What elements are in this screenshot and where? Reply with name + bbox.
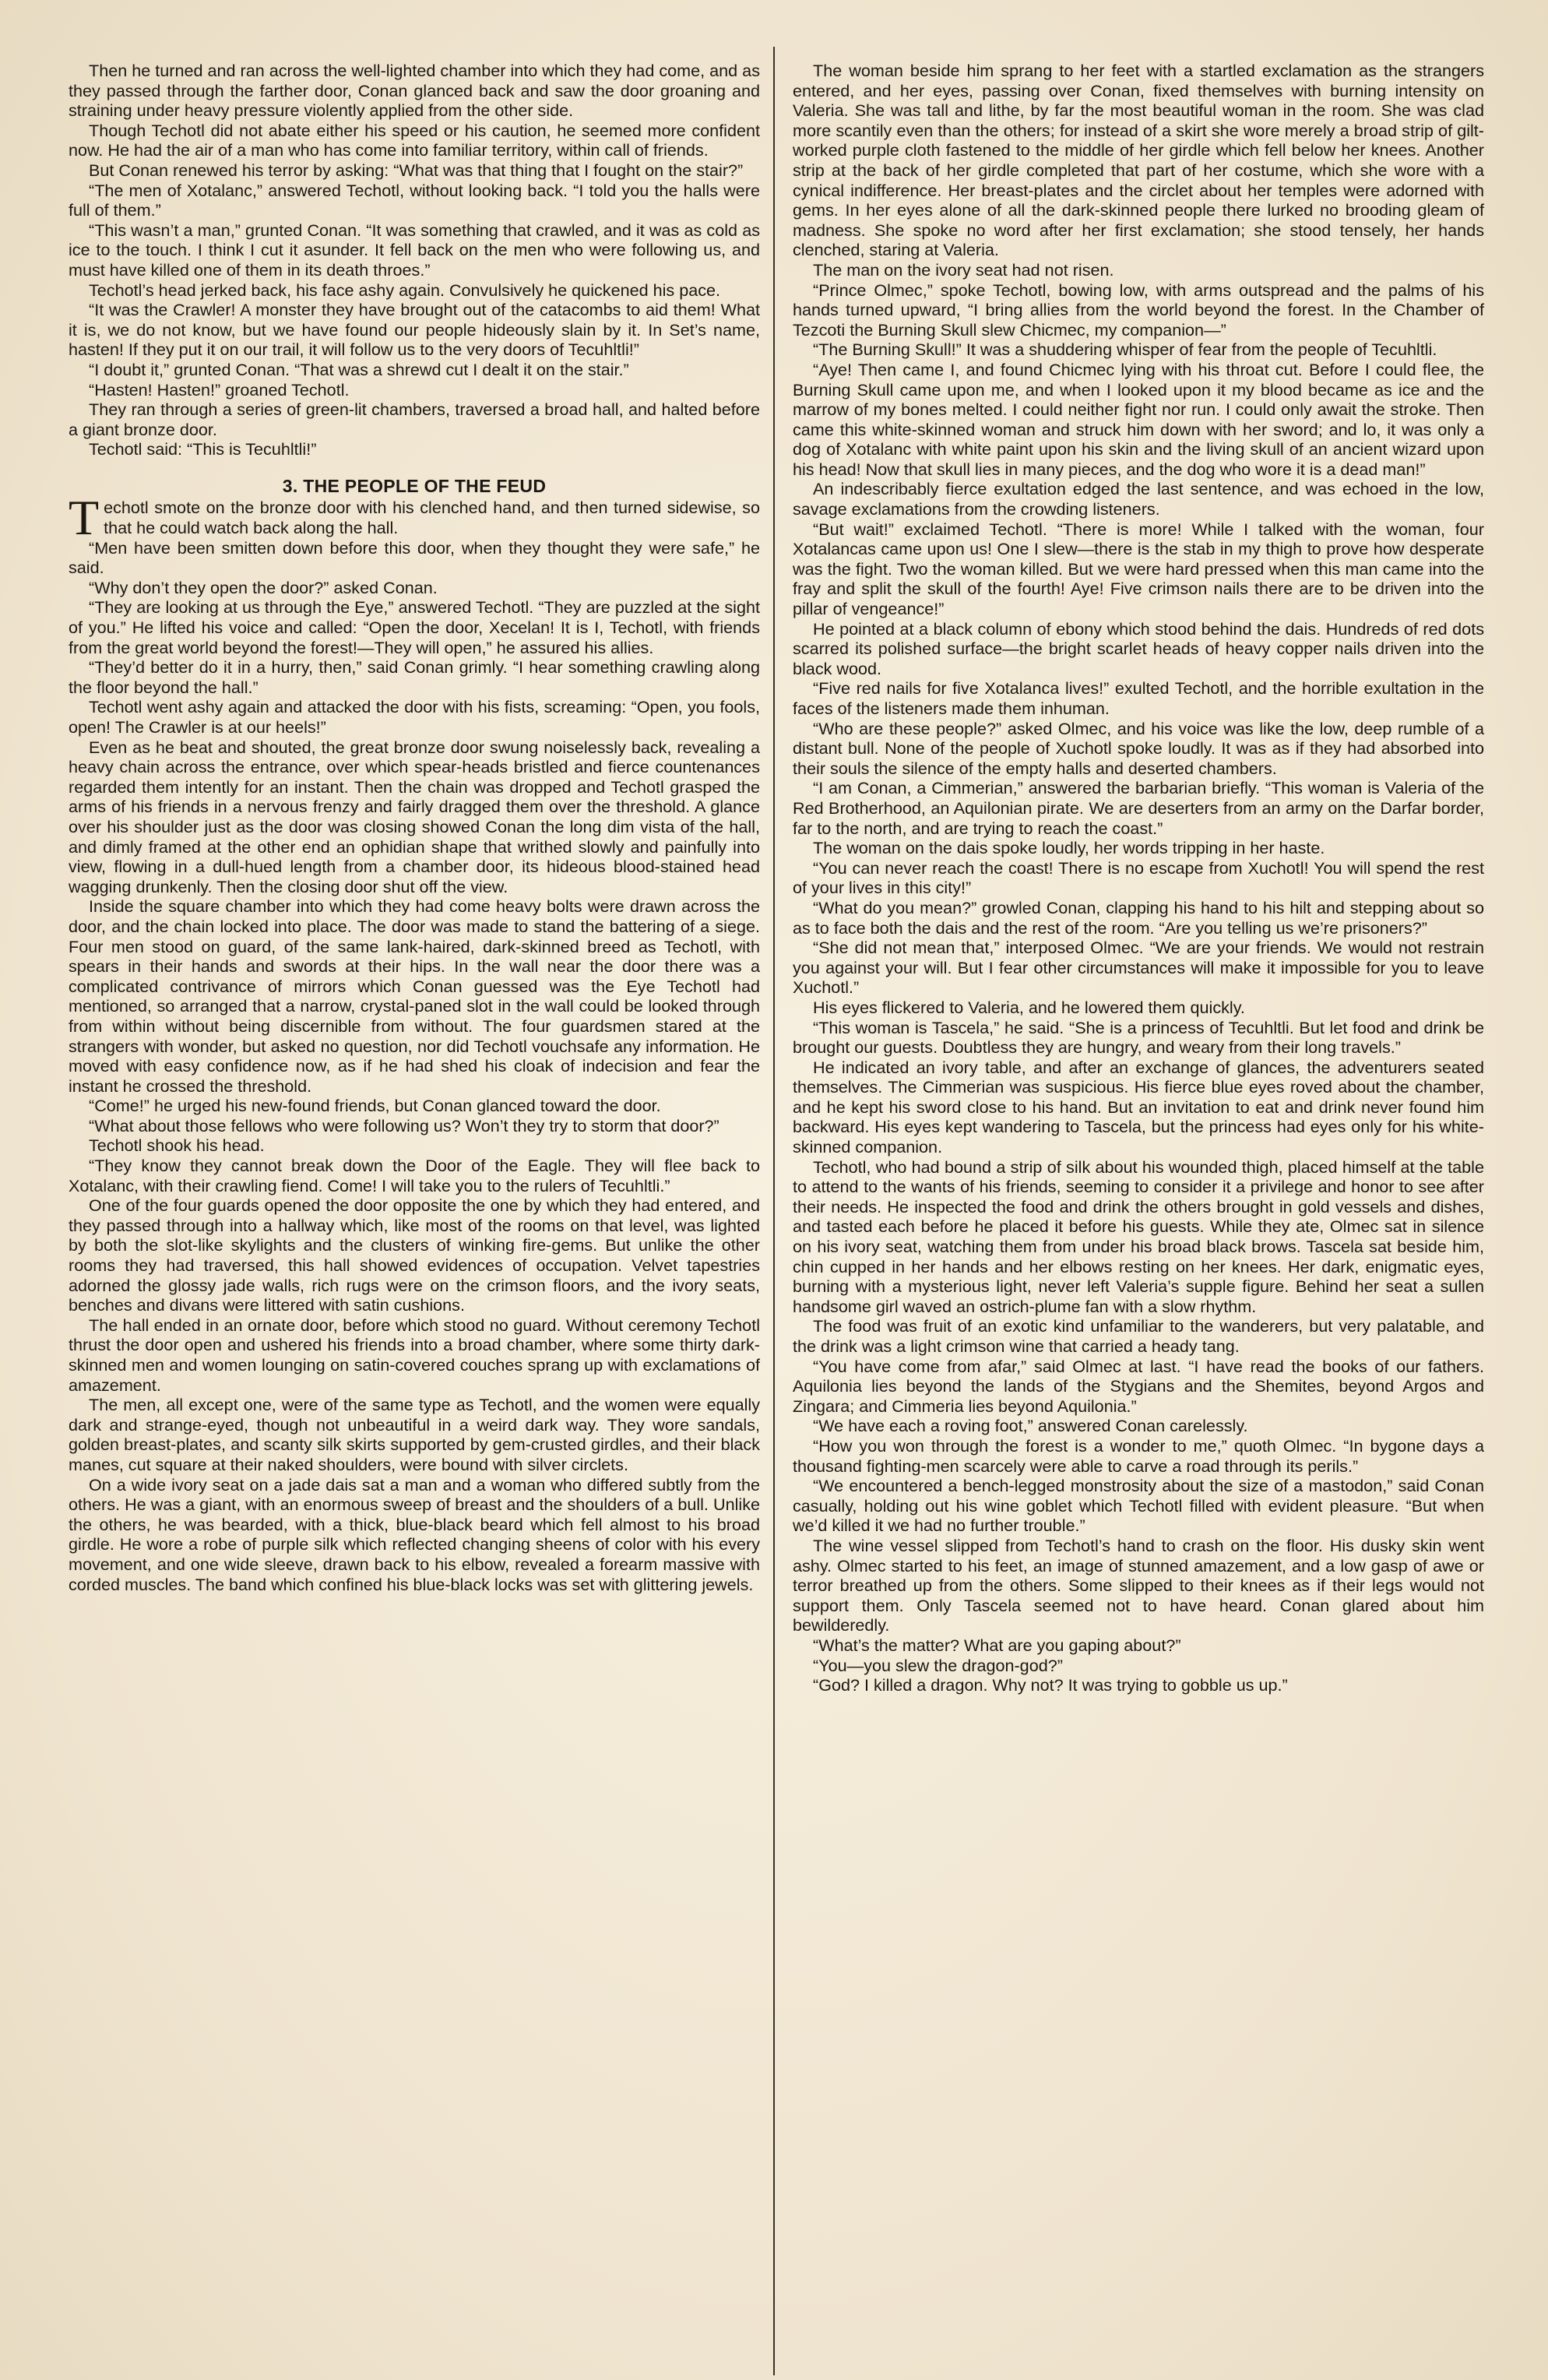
paragraph: The woman beside him sprang to her feet with a startled exclamation as the strangers entered, and her eyes, passing over Conan, fixed themselves with burning intensity on Valeria. She was tall and lithe, by far the most beautiful woman in the room. She was clad more scantily even than the others; for instead of a skirt she wore merely a broad strip of gilt-worked purple cloth fastened to the middle of her girdle which fell below her knees. Another strip at the back of her girdle completed that part of her costume, which she wore with a cynical indifference. Her breast-plates and the circlet about her temples were adorned with gems. In her eyes alone of all the dark-skinned people there lurked no brooding gleam of madness. She spoke no word after her first exclamation; she stood tensely, her hands clenched, staring at Valeria.	[793, 61, 1484, 260]
paragraph: “What about those fellows who were following us? Won’t they try to storm that door?”	[89, 1115, 719, 1135]
paragraph: “They know they cannot break down the Door of the Eagle. They will flee back to Xotalanc, with their crawling fiend. Come! I will take you to the rulers of Tecuhltli.”	[69, 1156, 760, 1195]
left-paragraphs-after	[69, 538, 760, 1594]
drop-cap: T	[69, 490, 100, 546]
paragraph: “Who are these people?” asked Olmec, and his voice was like the low, deep rumble of a distant bull. None of the people of Xuchotl spoke loudly. It was as if they had absorbed into their souls the silence of the empty halls and deserted chambers.	[793, 718, 1484, 778]
paragraph: “This woman is Tascela,” he said. “She is a princess of Tecuhltli. But let food and drink be brought our guests. Doubtless they are hungry, and weary from their long travels.”	[793, 1017, 1484, 1058]
paragraph: He indicated an ivory table, and after an exchange of glances, the adventurers seated themselves. The Cimmerian was suspicious. His fierce blue eyes roved about the chamber, and he kept his sword close to his hand. But an invitation to eat and drink never found him backward. His eyes kept wandering to Tascela, but the princess had eyes only for his white-skinned companion.	[793, 1057, 1484, 1157]
paragraph: The wine vessel slipped from Techotl’s hand to crash on the floor. His dusky skin went ashy. Olmec started to his feet, an image of stunned amazement, and a low gasp of awe or terror breathed up from the others. Some slipped to their knees as if their legs would not support them. Only Tascela seemed not to have heard. Conan glared about him bewilderedly.	[793, 1535, 1484, 1635]
paragraph: “Aye! Then came I, and found Chicmec lying with his throat cut. Before I could flee, the Burning Skull came upon me, and when I looked upon it my blood became as ice and the marrow of my bones melted. I could neither fight nor run. I could only await the stroke. Then came this white-skinned woman and struck him down with her sword; and lo, it was only a dog of Xotalanc with white paint upon his skin and the living skull of an ancient wizard upon his head! Now that skull lies in many pieces, and the dog who wore it is a dead man!”	[793, 359, 1484, 479]
right-paragraphs	[793, 61, 1484, 1695]
paragraph: His eyes flickered to Valeria, and he lowered them quickly.	[813, 997, 1245, 1017]
paragraph: One of the four guards opened the door opposite the one by which they had entered, and they passed through into a hallway which, like most of the rooms on that level, was lighted by both the slot-like skylights and the clusters of winking fire-gems. But unlike the other rooms they had traversed, this hall showed evidences of occupation. Velvet tapestries adorned the glossy jade walls, rich rugs were on the crimson floors, and the ivory seats, benches and divans were littered with satin cushions.	[69, 1195, 760, 1315]
paragraph: “You can never reach the coast! There is no escape from Xuchotl! You will spend the rest of your lives in this city!”	[793, 857, 1484, 898]
paragraph: Techotl said: “This is Tecuhltli!”	[89, 439, 317, 459]
paragraph: “It was the Crawler! A monster they have brought out of the catacombs to aid them! What it is, we do not know, but we have found our people hideously slain by it. In Set’s name, hasten! If they put it on our trail, it will follow us to the very doors of Tecuhltli!”	[69, 300, 760, 360]
paragraph: “But wait!” exclaimed Techotl. “There is more! While I talked with the woman, four Xotalancas came upon us! One I slew—there is the stab in my thigh to prove how desperate was the fight. Two the woman killed. But we were hard pressed when this man came into the fray and split the skull of the fourth! Aye! Five crimson nails there are to be driven into the pillar of vengeance!”	[793, 519, 1484, 619]
chapter-first-paragraph	[69, 490, 760, 546]
paragraph: “We encountered a bench-legged monstrosity about the size of a mastodon,” said Conan casually, holding out his wine goblet which Techotl filled with evident pleasure. “But when we’d killed it we had no further trouble.”	[793, 1476, 1484, 1536]
paragraph: On a wide ivory seat on a jade dais sat a man and a woman who differed subtly from the others. He was a giant, with an enormous sweep of breast and the shoulders of a bull. Unlike the others, he was bearded, with a thick, blue-black beard which fell almost to his broad girdle. He wore a robe of purple silk which reflected changing sheens of color with his every movement, and one wide sleeve, drawn back to his elbow, revealed a forearm massive with corded muscles. The band which confined his blue-black locks was set with glittering jewels.	[69, 1474, 760, 1594]
paragraph: But Conan renewed his terror by asking: “What was that thing that I fought on the stair?”	[89, 160, 744, 180]
paragraph: He pointed at a black column of ebony which stood behind the dais. Hundreds of red dots scarred its polished surface—the bright scarlet heads of heavy copper nails driven into the black wood.	[793, 618, 1484, 678]
paragraph: “What do you mean?” growled Conan, clapping his hand to his hilt and stepping about so as to face both the dais and the rest of the room. “Are you telling us we’re prisoners?”	[793, 897, 1484, 938]
paragraph: “You—you slew the dragon-god?”	[813, 1655, 1063, 1675]
paragraph: “Men have been smitten down before this door, when they thought they were safe,” he said.	[69, 537, 760, 578]
paragraph: “They are looking at us through the Eye,” answered Techotl. “They are puzzled at the sight of you.” He lifted his voice and called: “Open the door, Xecelan! It is I, Techotl, with friends from the great world beyond the forest!—They will open,” he assured his allies.	[69, 597, 760, 657]
paragraph: Though Techotl did not abate either his speed or his caution, he seemed more confident now. He had the air of a man who has come into familiar territory, within call of friends.	[69, 120, 760, 160]
paragraph: Even as he beat and shouted, the great bronze door swung noiselessly back, revealing a heavy chain across the entrance, over which spear-heads bristled and fierce countenances regarded them intently for an instant. Then the chain was dropped and Techotl grasped the arms of his friends in a nervous frenzy and fairly dragged them over the threshold. A glance over his shoulder just as the door was closing showed Conan the long dim vista of the hall, and dimly framed at the other end an ophidian shape that writhed slowly and painfully into view, flowing in a dull-hued length from a chamber door, its hideous blood-stained head wagging drunkenly. Then the closing door shut off the view.	[69, 737, 760, 896]
paragraph: “How you won through the forest is a wonder to me,” quoth Olmec. “In bygone days a thousand fighting-men scarcely were able to carve a road through its perils.”	[793, 1435, 1484, 1476]
paragraph: “You have come from afar,” said Olmec at last. “I have read the books of our fathers. Aquilonia lies beyond the lands of the Stygians and the Shemites, beyond Argos and Zingara; and Cimmeria lies beyond Aquilonia.”	[793, 1356, 1484, 1416]
paragraph: Techotl’s head jerked back, his face ashy again. Convulsively he quickened his pace.	[89, 280, 721, 300]
paragraph: “This wasn’t a man,” grunted Conan. “It was something that crawled, and it was as cold as ice to the touch. I think I cut it asunder. It fell back on the men who were following us, and must have killed one of them in its death throes.”	[69, 220, 760, 280]
chapter-heading: 3. THE PEOPLE OF THE FEUD	[282, 475, 547, 496]
paragraph: The woman on the dais spoke loudly, her words tripping in her haste.	[813, 838, 1325, 858]
paragraph: The man on the ivory seat had not risen.	[813, 259, 1114, 280]
paragraph: They ran through a series of green-lit chambers, traversed a broad hall, and halted before a giant bronze door.	[69, 400, 760, 439]
paragraph: “Five red nails for five Xotalanca lives!” exulted Techotl, and the horrible exultation in the faces of the listeners made them inhuman.	[793, 678, 1484, 718]
paragraph: The men, all except one, were of the same type as Techotl, and the women were equally dark and strange-eyed, though not unbeautiful in a weird dark way. They wore sandals, golden breast-plates, and scanty silk skirts supported by gem-crusted girdles, and their black manes, cut square at their naked shoulders, were bound with silver circlets.	[69, 1395, 760, 1474]
paragraph: Techotl shook his head.	[89, 1135, 265, 1156]
left-paragraphs-before	[69, 61, 760, 459]
paragraph: An indescribably fierce exultation edged the last sentence, and was echoed in the low, savage exclamations from the crowding listeners.	[793, 479, 1484, 519]
paragraph: “Hasten! Hasten!” groaned Techotl.	[89, 379, 350, 400]
paragraph: “The men of Xotalanc,” answered Techotl, without looking back. “I told you the halls were full of them.”	[69, 180, 760, 220]
paragraph: “God? I killed a dragon. Why not? It was trying to gobble us up.”	[813, 1675, 1288, 1695]
page	[69, 61, 1484, 2343]
paragraph: “They’d better do it in a hurry, then,” said Conan grimly. “I hear something crawling along the floor beyond the hall.”	[69, 657, 760, 697]
paragraph: Techotl went ashy again and attacked the door with his fists, screaming: “Open, you fools, open! The Crawler is at our heels!”	[69, 697, 760, 737]
paragraph: “She did not mean that,” interposed Olmec. “We are your friends. We would not restrain you against your will. But I fear other circumstances will make it impossible for you to leave Xuchotl.”	[793, 938, 1484, 998]
right-column	[793, 61, 1484, 2343]
paragraph: The hall ended in an ornate door, before which stood no guard. Without ceremony Techotl thrust the door open and ushered his friends into a broad chamber, where some thirty dark-skinned men and women lounging on satin-covered couches sprang up with exclamations of amazement.	[69, 1315, 760, 1395]
left-column	[69, 61, 760, 2343]
paragraph: “I doubt it,” grunted Conan. “That was a shrewd cut I dealt it on the stair.”	[89, 359, 629, 379]
paragraph: Techotl, who had bound a strip of silk about his wounded thigh, placed himself at the table to attend to the wants of his friends, seeming to consider it a privilege and honor to see after their needs. He inspected the food and drink the others brought in gold vessels and dishes, and tasted each before he placed it before his guests. While they ate, Olmec sat in silence on his ivory seat, watching them from under his broad black brows. Tascela sat beside him, chin cupped in her hands and her elbows resting on her knees. Her dark, enigmatic eyes, burning with a mysterious light, never left Valeria’s supple figure. Behind her seat a sullen handsome girl waved an ostrich-plume fan with a slow rhythm.	[793, 1157, 1484, 1316]
paragraph: “What’s the matter? What are you gaping about?”	[813, 1635, 1181, 1655]
paragraph: Then he turned and ran across the well-lighted chamber into which they had come, and as they passed through the farther door, Conan glanced back and saw the door groaning and straining under heavy pressure violently applied from the other side.	[69, 61, 760, 121]
paragraph: “I am Conan, a Cimmerian,” answered the barbarian briefly. “This woman is Valeria of the Red Brotherhood, an Aquilonian pirate. We are deserters from an army on the Darfar border, far to the north, and are trying to reach the coast.”	[793, 778, 1484, 838]
paragraph: Inside the square chamber into which they had come heavy bolts were drawn across the door, and the chain locked into place. The door was made to stand the battering of a siege. Four men stood on guard, of the same lank-haired, dark-skinned breed as Techotl, with spears in their hands and swords at their hips. In the wall near the door there was a complicated contrivance of mirrors which Conan guessed was the Eye Techotl had mentioned, so arranged that a narrow, crystal-paned slot in the wall could be looked through from within without being discernible from without. The four guardsmen stared at the strangers with wonder, but asked no question, nor did Techotl vouchsafe any information. He moved with easy confidence now, as if he had shed his cloak of indecision and fear the instant he crossed the threshold.	[69, 896, 760, 1096]
paragraph: The food was fruit of an exotic kind unfamiliar to the wanderers, but very palatable, and the drink was a light crimson wine that carried a heady tang.	[793, 1316, 1484, 1356]
paragraph: “Prince Olmec,” spoke Techotl, bowing low, with arms outspread and the palms of his hands turned upward, “I bring allies from the world beyond the forest. In the Chamber of Tezcoti the Burning Skull slew Chicmec, my companion—”	[793, 280, 1484, 340]
paragraph: “We have each a roving foot,” answered Conan carelessly.	[813, 1416, 1248, 1436]
paragraph: “Why don’t they open the door?” asked Conan.	[89, 577, 438, 597]
paragraph: “The Burning Skull!” It was a shuddering whisper of fear from the people of Tecuhltli.	[813, 340, 1437, 360]
paragraph: “Come!” he urged his new-found friends, but Conan glanced toward the door.	[89, 1096, 661, 1116]
first-paragraph-text: echotl smote on the bronze door with his clenched hand, and then turned sidewise, so that he could watch back along the hall.	[104, 498, 760, 538]
